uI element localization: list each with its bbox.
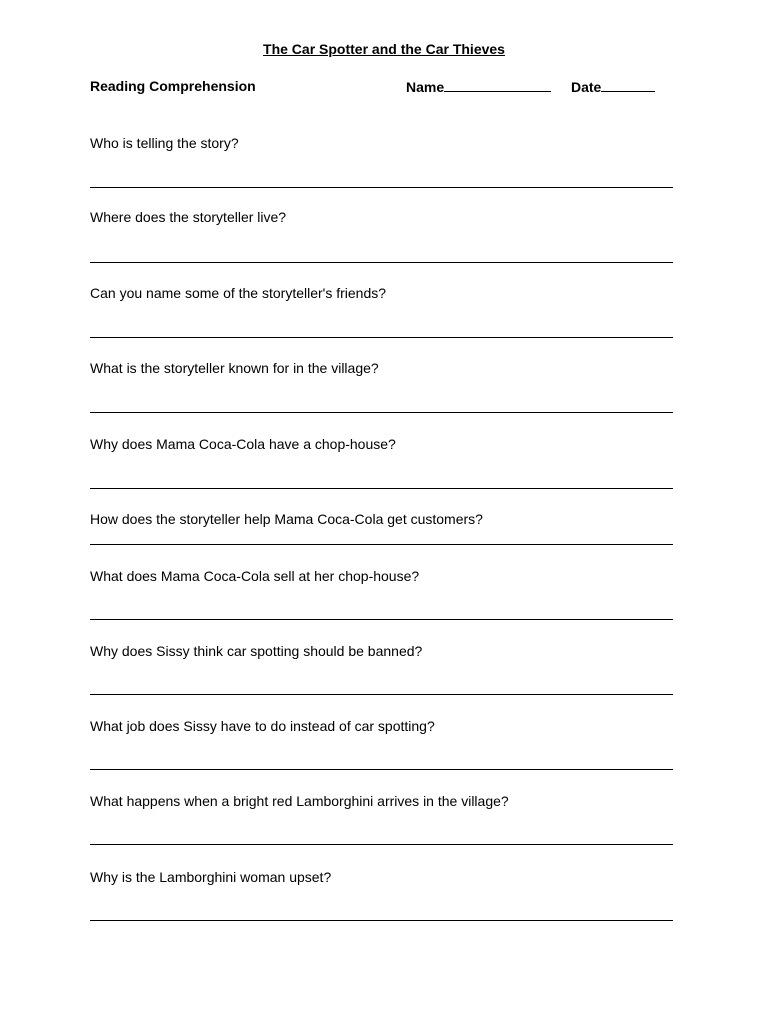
question-11: Why is the Lamborghini woman upset? (90, 869, 332, 885)
question-6: How does the storyteller help Mama Coca-Cola get customers? (90, 511, 483, 527)
name-blank (444, 77, 551, 92)
question-9: What job does Sissy have to do instead of car spotting? (90, 718, 435, 734)
date-field (571, 77, 655, 96)
answer-line-5 (90, 488, 673, 489)
answer-line-2 (90, 262, 673, 263)
question-4: What is the storyteller known for in the village? (90, 360, 379, 376)
question-1: Who is telling the story? (90, 135, 239, 151)
answer-line-1 (90, 187, 673, 188)
answer-line-3 (90, 337, 673, 338)
answer-line-11 (90, 920, 673, 921)
question-8: Why does Sissy think car spotting should be banned? (90, 643, 423, 659)
worksheet-title: The Car Spotter and the Car Thieves (263, 41, 505, 57)
name-label: Name (406, 79, 445, 95)
answer-line-8 (90, 694, 673, 695)
answer-line-6 (90, 544, 673, 545)
date-label: Date (571, 79, 602, 95)
answer-line-9 (90, 769, 673, 770)
worksheet-subtitle: Reading Comprehension (90, 78, 256, 94)
answer-line-7 (90, 619, 673, 620)
worksheet-header (0, 77, 768, 95)
answer-line-4 (90, 412, 673, 413)
question-3: Can you name some of the storyteller's friends? (90, 285, 387, 301)
question-2: Where does the storyteller live? (90, 209, 287, 225)
question-5: Why does Mama Coca-Cola have a chop-house? (90, 436, 396, 452)
question-7: What does Mama Coca-Cola sell at her chop-house? (90, 568, 420, 584)
question-10: What happens when a bright red Lamborghini arrives in the village? (90, 793, 509, 809)
name-field (406, 77, 551, 96)
answer-line-10 (90, 844, 673, 845)
date-blank (601, 77, 655, 92)
